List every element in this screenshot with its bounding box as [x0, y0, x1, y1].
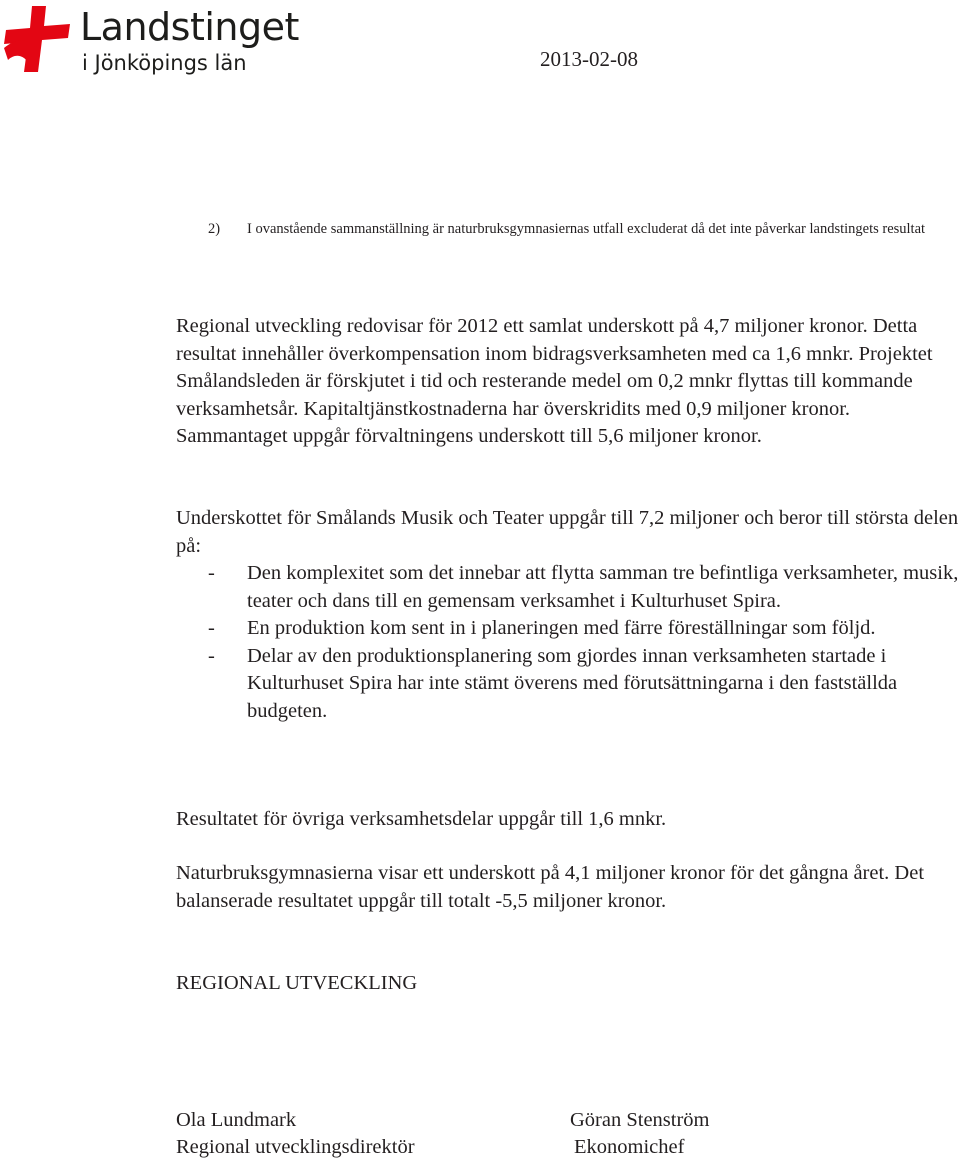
- paragraph-ovriga-verksamhetsdelar: Resultatet för övriga verksamhetsdelar uppgår till 1,6 mnkr.: [176, 808, 667, 830]
- landstinget-logo: [0, 0, 320, 80]
- signature-name-1: Ola Lundmark: [176, 1109, 297, 1131]
- footnote-text: I ovanstående sammanställning är naturbruksgymnasiernas utfall excluderat då det inte påverkar landstingets resultat: [247, 221, 926, 237]
- document-date: 2013-02-08: [540, 47, 638, 71]
- paragraph-naturbruksgymnasierna: Naturbruksgymnasierna visar ett underskott på 4,1 miljoner kronor för det gångna året. Det balanserade resultatet uppgår till totalt -5,5 miljoner kronor.: [176, 862, 925, 912]
- signature-title-2: Ekonomichef: [574, 1136, 685, 1158]
- signature-title-1: Regional utvecklingsdirektör: [176, 1136, 415, 1158]
- red-cross-logo-icon: [2, 4, 74, 74]
- logo-wordmark: Landstinget: [80, 5, 299, 49]
- list-item-text: Den komplexitet som det innebar att flytta samman tre befintliga verksamheter, musik, teater och dans till en gemensam verksamhet i Kulturhuset Spira.: [247, 562, 959, 612]
- list-item: [208, 615, 960, 643]
- reasons-list: [208, 560, 960, 725]
- section-heading: REGIONAL UTVECKLING: [176, 972, 418, 994]
- list-dash: -: [208, 644, 215, 667]
- footnote: [208, 219, 948, 240]
- signature-name-2: Göran Stenström: [570, 1109, 710, 1131]
- list-dash: -: [208, 617, 215, 639]
- list-dash: -: [208, 562, 215, 584]
- list-item: [208, 643, 960, 726]
- footnote-number: 2): [208, 221, 221, 237]
- list-item-text: Delar av den produktionsplanering som gjordes innan verksamheten startade i Kulturhuset Spira har inte stämt överens med förutsättningarna i den fastställda budgeten.: [247, 644, 898, 722]
- logo-subtitle: i Jönköpings län: [82, 51, 247, 75]
- paragraph-smalands-musik-teater: Underskottet för Smålands Musik och Teater uppgår till 7,2 miljoner och beror till största delen på:: [176, 507, 959, 557]
- list-item-text: En produktion kom sent in i planeringen med färre föreställningar som följd.: [247, 617, 876, 639]
- list-item: [208, 560, 960, 615]
- paragraph-regional-utveckling: Regional utveckling redovisar för 2012 ett samlat underskott på 4,7 miljoner kronor. Detta resultat innehåller överkompensation inom bidragsverksamheten med ca 1,6 mnkr. Projektet Smålandsleden är förskjutet i tid och resterande medel om 0,2 mnkr flyttas till kommande verksamhetsår. Kapitaltjänstkostnaderna har överskridits med 0,9 miljoner kronor. Sammantaget uppgår förvaltningens underskott till 5,6 miljoner kronor.: [176, 315, 933, 447]
